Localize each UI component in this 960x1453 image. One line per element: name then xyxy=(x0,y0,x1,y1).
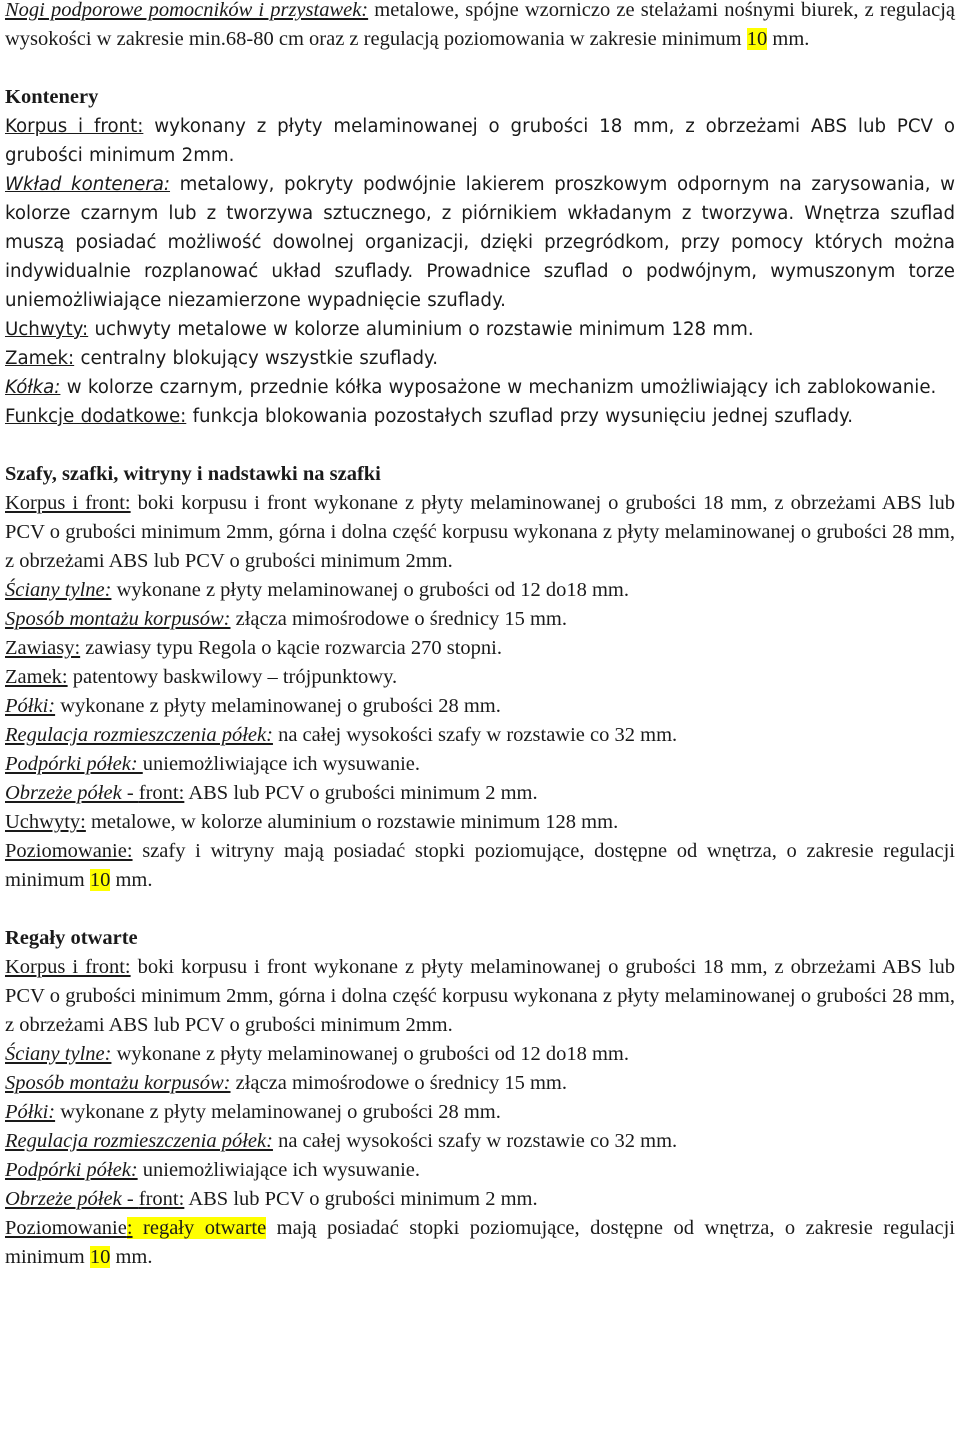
szafy-korpus xyxy=(5,489,955,576)
intro-paragraph xyxy=(5,0,955,54)
regaly-regulacja xyxy=(5,1127,955,1156)
regaly-podporki-text: uniemożliwiające ich wysuwanie. xyxy=(137,1159,420,1181)
regaly-sciany xyxy=(5,1040,955,1069)
kontenery-uchwyty xyxy=(5,315,955,344)
szafy-heading: Szafy, szafki, witryny i nadstawki na szafki xyxy=(5,463,381,485)
kontenery-korpus-label: Korpus i front: xyxy=(5,116,144,137)
szafy-korpus-text: boki korpusu i front wykonane z płyty melaminowanej o grubości 18 mm, z obrzeżami ABS lub PCV o grubości minimum 2mm, górna i dolna część korpusu wykonana z płyty melaminowanej o grubości 28 mm, z obrzeżami ABS lub PCV o grubości minimum 2mm. xyxy=(5,492,955,572)
regaly-regulacja-text: na całej wysokości szafy w rozstawie co 32 mm. xyxy=(272,1130,678,1152)
kontenery-zamek-label: Zamek: xyxy=(5,348,75,369)
szafy-sciany-label: Ściany tylne: xyxy=(5,579,112,601)
szafy-obrzeze-label: Obrzeże półek - xyxy=(5,782,139,804)
szafy-zamek-text: patentowy baskwilowy – trójpunktowy. xyxy=(67,666,398,688)
regaly-korpus-text: boki korpusu i front wykonane z płyty melaminowanej o grubości 18 mm, z obrzeżami ABS lub PCV o grubości minimum 2mm, górna i dolna część korpusu wykonana z płyty melaminowanej o grubości 28 mm, z obrzeżami ABS lub PCV o grubości minimum 2mm. xyxy=(5,956,955,1036)
regaly-podporki-label: Podpórki półek: xyxy=(5,1159,138,1181)
intro-text: metalowe, spójne wzorniczo ze stelażami nośnymi biurek, z regulacją wysokości w zakresie min.68-80 cm oraz z regulacją poziomowania w zakresie minimum xyxy=(5,0,955,50)
szafy-section xyxy=(5,460,955,895)
szafy-zamek xyxy=(5,663,955,692)
szafy-sciany xyxy=(5,576,955,605)
kontenery-heading: Kontenery xyxy=(5,86,99,108)
szafy-regulacja-text: na całej wysokości szafy w rozstawie co 32 mm. xyxy=(272,724,678,746)
regaly-sciany-text: wykonane z płyty melaminowanej o grubości od 12 do18 mm. xyxy=(111,1043,629,1065)
regaly-obrzeze-text: ABS lub PCV o grubości minimum 2 mm. xyxy=(184,1188,538,1210)
szafy-poziom-label: Poziomowanie: xyxy=(5,840,133,862)
szafy-polki-label: Półki: xyxy=(5,695,56,717)
regaly-poziom-tail: mm. xyxy=(110,1246,153,1268)
regaly-section xyxy=(5,924,955,1272)
regaly-polki-text: wykonane z płyty melaminowanej o grubości 28 mm. xyxy=(55,1101,501,1123)
spacer xyxy=(5,431,955,460)
szafy-montaz-label: Sposób montażu korpusów: xyxy=(5,608,231,630)
szafy-podporki-label: Podpórki półek: xyxy=(5,753,143,775)
regaly-poziom-text: mają posiadać stopki poziomujące, dostępne od wnętrza, o zakresie regulacji minimum xyxy=(5,1217,955,1268)
kontenery-korpus-text: wykonany z płyty melaminowanej o grubości 18 mm, z obrzeżami ABS lub PCV o grubości minimum 2mm. xyxy=(5,116,955,166)
szafy-zamek-label: Zamek: xyxy=(5,666,68,688)
regaly-korpus-label: Korpus i front: xyxy=(5,956,131,978)
szafy-sciany-text: wykonane z płyty melaminowanej o grubości od 12 do18 mm. xyxy=(111,579,629,601)
regaly-regulacja-label: Regulacja rozmieszczenia półek: xyxy=(5,1130,273,1152)
regaly-podporki xyxy=(5,1156,955,1185)
szafy-obrzeze-front-label: front: xyxy=(138,782,185,804)
szafy-montaz-text: złącza mimośrodowe o średnicy 15 mm. xyxy=(230,608,567,630)
regaly-poziom-highlight: 10 xyxy=(89,1246,111,1268)
kontenery-uchwyty-text: uchwyty metalowe w kolorze aluminium o rozstawie minimum 128 mm. xyxy=(88,319,754,340)
szafy-podporki-text: uniemożliwiające ich wysuwanie. xyxy=(142,753,420,775)
szafy-obrzeze xyxy=(5,779,955,808)
szafy-polki-text: wykonane z płyty melaminowanej o grubości 28 mm. xyxy=(55,695,501,717)
kontenery-funkcje xyxy=(5,402,955,431)
regaly-poziom-label: Poziomowanie xyxy=(5,1217,127,1239)
regaly-heading: Regały otwarte xyxy=(5,927,138,949)
kontenery-zamek-text: centralny blokujący wszystkie szuflady. xyxy=(74,348,438,369)
regaly-montaz xyxy=(5,1069,955,1098)
szafy-poziomowanie xyxy=(5,837,955,895)
regaly-montaz-text: złącza mimośrodowe o średnicy 15 mm. xyxy=(230,1072,567,1094)
intro-label: Nogi podporowe pomocników i przystawek: xyxy=(5,0,369,21)
szafy-zawiasy xyxy=(5,634,955,663)
spacer xyxy=(5,54,955,83)
kontenery-wklad xyxy=(5,170,955,315)
document xyxy=(5,0,955,1272)
regaly-sciany-label: Ściany tylne: xyxy=(5,1043,112,1065)
szafy-podporki xyxy=(5,750,955,779)
kontenery-kolka-label: Kółka: xyxy=(5,377,61,398)
kontenery-kolka xyxy=(5,373,955,402)
kontenery-wklad-text: metalowy, pokryty podwójnie lakierem proszkowym odpornym na zarysowania, w kolorze czarnym lub z tworzywa sztucznego, z piórnikiem wkładanym z tworzywa. Wnętrza szuflad muszą posiadać możliwość dowolnej organizacji, dzięki przegródkom, przy pomocy których można indywidualnie rozplanować układ szuflady. Prowadnice szuflad o podwójnym, wymuszonym torze uniemożliwiające niezamierzone wypadnięcie szuflady. xyxy=(5,174,955,311)
szafy-zawiasy-label: Zawiasy: xyxy=(5,637,81,659)
kontenery-section xyxy=(5,83,955,431)
kontenery-funkcje-text: funkcja blokowania pozostałych szuflad przy wysunięciu jednej szuflady. xyxy=(186,406,853,427)
szafy-zawiasy-text: zawiasy typu Regola o kącie rozwarcia 270 stopni. xyxy=(80,637,502,659)
szafy-poziom-highlight: 10 xyxy=(89,869,111,891)
szafy-obrzeze-text: ABS lub PCV o grubości minimum 2 mm. xyxy=(184,782,538,804)
kontenery-kolka-text: w kolorze czarnym, przednie kółka wyposażone w mechanizm umożliwiający ich zablokowanie. xyxy=(60,377,937,398)
szafy-poziom-text: szafy i witryny mają posiadać stopki poziomujące, dostępne od wnętrza, o zakresie regulacji minimum xyxy=(5,840,955,891)
regaly-obrzeze-front-label: front: xyxy=(138,1188,185,1210)
kontenery-wklad-label: Wkład kontenera: xyxy=(5,174,171,195)
regaly-poziomowanie xyxy=(5,1214,955,1272)
szafy-korpus-label: Korpus i front: xyxy=(5,492,131,514)
kontenery-korpus xyxy=(5,112,955,170)
regaly-poziom-hl-text: regały otwarte xyxy=(132,1217,267,1239)
szafy-regulacja xyxy=(5,721,955,750)
regaly-montaz-label: Sposób montażu korpusów: xyxy=(5,1072,231,1094)
regaly-polki xyxy=(5,1098,955,1127)
szafy-polki xyxy=(5,692,955,721)
kontenery-funkcje-label: Funkcje dodatkowe: xyxy=(5,406,187,427)
spacer xyxy=(5,895,955,924)
szafy-regulacja-label: Regulacja rozmieszczenia półek: xyxy=(5,724,273,746)
regaly-obrzeze xyxy=(5,1185,955,1214)
regaly-korpus xyxy=(5,953,955,1040)
szafy-uchwyty xyxy=(5,808,955,837)
kontenery-uchwyty-label: Uchwyty: xyxy=(5,319,89,340)
kontenery-zamek xyxy=(5,344,955,373)
szafy-uchwyty-label: Uchwyty: xyxy=(5,811,86,833)
regaly-poziom-colon: : xyxy=(126,1217,133,1239)
regaly-obrzeze-label: Obrzeże półek - xyxy=(5,1188,139,1210)
szafy-uchwyty-text: metalowe, w kolorze aluminium o rozstawie minimum 128 mm. xyxy=(85,811,619,833)
regaly-polki-label: Półki: xyxy=(5,1101,56,1123)
intro-highlight: 10 xyxy=(746,28,768,50)
szafy-poziom-tail: mm. xyxy=(110,869,153,891)
szafy-montaz xyxy=(5,605,955,634)
intro-tail: mm. xyxy=(767,28,810,50)
